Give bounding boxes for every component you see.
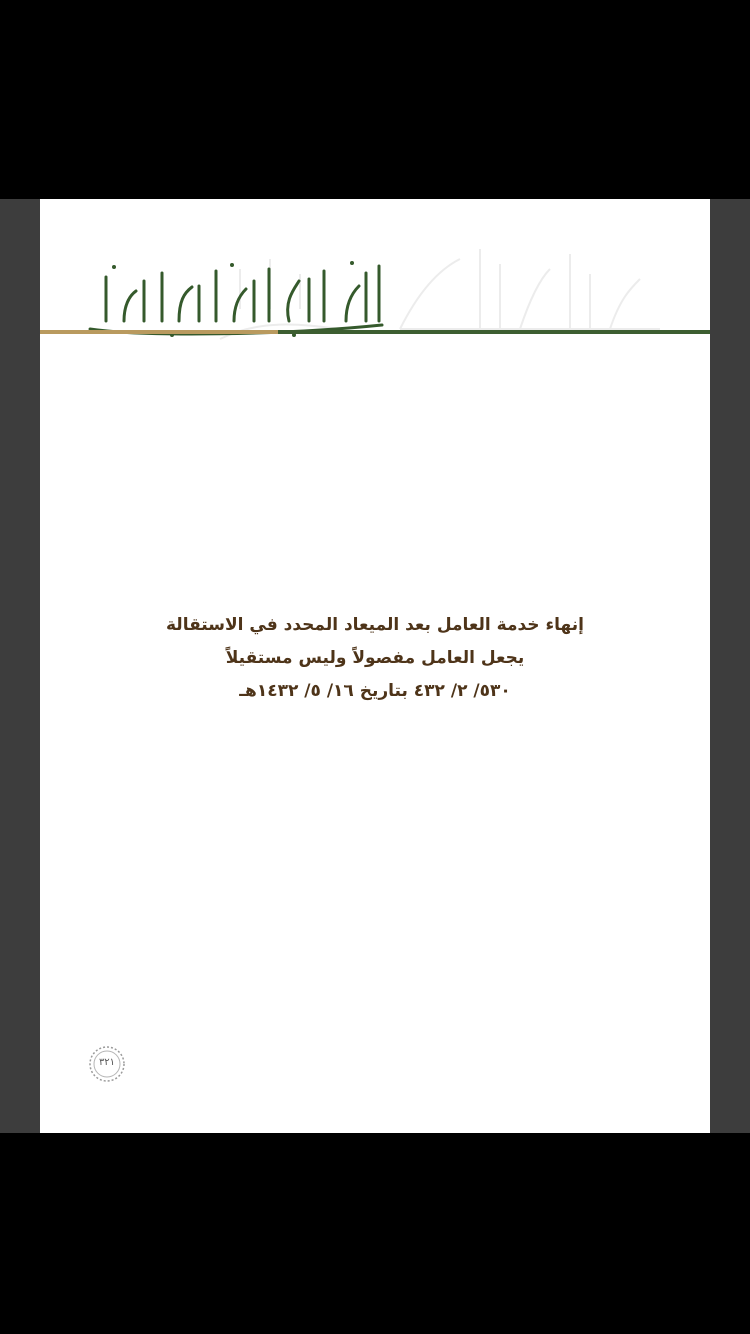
document-page[interactable] <box>40 199 710 1133</box>
header-rule-gold <box>40 330 278 334</box>
header-rule-green <box>278 330 710 334</box>
authority-logo-icon <box>84 251 384 341</box>
ruling-title-line-1: إنهاء خدمة العامل بعد الميعاد المحدد في الاستقالة <box>166 615 584 635</box>
top-black-bar <box>0 0 750 199</box>
page-header <box>40 199 710 349</box>
bottom-black-bar <box>0 1133 750 1334</box>
ruling-reference-line: ٥٣٠/ ٢/ ٤٣٢ بتاريخ ١٦/ ٥/ ١٤٣٢هـ <box>239 681 511 701</box>
page-number: ٣٢١ <box>98 1057 116 1068</box>
ruling-summary <box>100 609 650 708</box>
ruling-title-line-2: يجعل العامل مفصولاً وليس مستقيلاً <box>225 648 525 668</box>
